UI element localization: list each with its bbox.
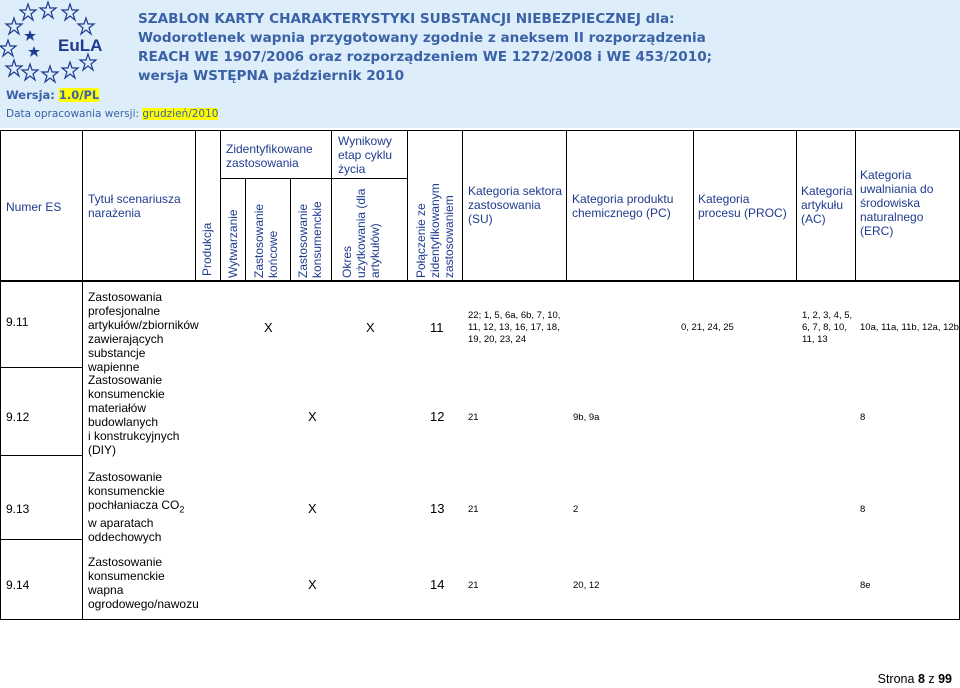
row-9-13-tytul [88, 470, 194, 544]
exposure-scenario-table [0, 130, 960, 620]
logo-text: EuLA [58, 36, 103, 55]
title-line-2: Wodorotlenek wapnia przygotowany zgodnie z aneksem II rozporządzenia [138, 30, 706, 46]
header-group-zidentyfikowane: Zidentyfikowane zastosowania [226, 142, 313, 170]
tytul-line: ogrodowego/nawozu [88, 597, 199, 611]
su-line: 22; 1, 5, 6a, 6b, 7, 10, [468, 310, 561, 321]
row-9-12-pc: 9b, 9a [573, 412, 600, 423]
star-icon [40, 2, 56, 18]
star-icon [6, 60, 22, 76]
star-icon [20, 4, 36, 20]
header-su: Kategoria sektora zastosowania (SU) [468, 184, 563, 226]
title-line-1: SZABLON KARTY CHARAKTERYSTYKI SUBSTANCJI NIEBEZPIECZNEJ dla: [138, 11, 675, 27]
row-9-13-polaczenie: 13 [430, 501, 445, 516]
row-9-11-proc [802, 310, 862, 346]
star-icon [24, 30, 36, 41]
star-icon [6, 18, 22, 34]
row-9-14-su: 21 [468, 580, 479, 591]
row-9-14-numer: 9.14 [6, 578, 30, 592]
row-9-12-polaczenie: 12 [430, 409, 445, 424]
footer-strona: Strona [877, 672, 918, 686]
tytul-line: profesjonalne [88, 304, 161, 318]
row-9-11-pc: 0, 21, 24, 25 [681, 322, 734, 333]
tytul-line: (DIY) [88, 443, 116, 457]
tytul-line: konsumenckie [88, 569, 165, 583]
row-9-13-zast-konsum-x: X [308, 501, 317, 516]
row-9-12-numer: 9.12 [6, 410, 30, 424]
tytul-line: pochłaniacza CO [88, 498, 180, 512]
star-icon [78, 18, 94, 34]
version-value: 1.0/PL [58, 88, 100, 102]
tytul-line: Zastosowanie [88, 470, 163, 484]
page-footer [878, 672, 952, 686]
version-info [6, 88, 99, 102]
footer-page: 8 [917, 672, 925, 686]
tytul-line: artykułów/zbiorników [88, 318, 199, 332]
row-9-12-zast-konsum-x: X [308, 409, 317, 424]
tytul-line: wapna [88, 583, 124, 597]
tytul-line: Zastosowanie [88, 373, 163, 387]
tytul-line: Zastosowanie [88, 555, 163, 569]
tytul-line: konsumenckie [88, 484, 165, 498]
tytul-line: zawierających [88, 332, 164, 346]
tytul-line: budowlanych [88, 415, 159, 429]
header-proc: Kategoria procesu (PROC) [698, 192, 787, 220]
header-wytwarzanie: Wytwarzanie [226, 209, 240, 278]
star-icon [62, 4, 78, 20]
header-zastosowanie-koncowe: Zastosowanie końcowe [252, 203, 280, 278]
star-icon [28, 46, 40, 57]
header-numer-es: Numer ES [6, 200, 62, 214]
su-line: 19, 20, 23, 24 [468, 334, 527, 345]
tytul-line: materiałów [88, 401, 147, 415]
header-erc: Kategoria uwalniania do środowiska naturalnego (ERC) [860, 168, 934, 238]
row-9-13-su: 21 [468, 504, 479, 515]
header-tytul: Tytuł scenariusza narażenia [88, 192, 181, 220]
row-9-11-su [468, 310, 568, 346]
proc-line: 1, 2, 3, 4, 5, [802, 310, 853, 321]
tytul-line: i konstrukcyjnych [88, 429, 180, 443]
star-icon [62, 62, 78, 78]
header-polaczenie: Połączenie ze zidentyfikowanym zastosowaniem [414, 183, 456, 278]
proc-line: 11, 13 [802, 334, 828, 345]
footer-z: z [924, 672, 939, 686]
subscript-2: 2 [179, 504, 185, 515]
header-pc: Kategoria produktu chemicznego (PC) [572, 192, 674, 220]
header-ac: Kategoria artykułu (AC) [801, 184, 853, 226]
date-info [6, 108, 218, 120]
row-9-11-polaczenie: 11 [430, 320, 444, 335]
row-9-13-pc: 2 [573, 504, 579, 515]
star-icon [0, 40, 16, 56]
row-9-13-erc: 8 [860, 504, 866, 515]
header-okres-uzytkowania: Okres użytkowania (dla artykułów) [340, 188, 382, 278]
row-9-11-wytwarzanie-x: X [264, 320, 273, 335]
row-9-14-erc: 8e [860, 580, 871, 591]
row-9-11-numer: 9.11 [6, 315, 29, 329]
version-label: Wersja: [6, 88, 59, 102]
row-9-13-numer: 9.13 [6, 502, 30, 516]
row-9-14-polaczenie: 14 [430, 577, 445, 592]
proc-line: 6, 7, 8, 10, [802, 322, 847, 333]
header-produkcja: Produkcja [200, 222, 214, 276]
footer-total: 99 [938, 672, 952, 686]
row-9-14-pc: 20, 12 [573, 580, 600, 591]
row-9-12-tytul [88, 373, 194, 457]
star-icon [22, 64, 38, 80]
row-9-11-tytul [88, 290, 199, 374]
header-zastosowanie-konsumenckie: Zastosowanie konsumenckie [296, 201, 324, 278]
tytul-line: w aparatach [88, 516, 154, 531]
row-9-12-erc: 8 [860, 412, 866, 423]
title-line-3: REACH WE 1907/2006 oraz rozporządzeniem WE 1272/2008 i WE 453/2010; [138, 49, 713, 65]
tytul-line: oddechowych [88, 530, 162, 545]
document-title [138, 10, 938, 86]
row-9-11-okres-x: X [366, 320, 375, 335]
su-line: 11, 12, 13, 16, 17, 18, [468, 322, 560, 333]
star-icon [80, 54, 96, 70]
row-9-14-zast-konsum-x: X [308, 577, 317, 592]
date-label: Data opracowania wersji: [6, 108, 143, 120]
tytul-line: Zastosowania [88, 290, 163, 304]
row-9-12-su: 21 [468, 412, 479, 423]
star-icon [42, 66, 58, 82]
header-group-wynikowy: Wynikowy etap cyklu życia [338, 134, 393, 176]
tytul-line: konsumenckie [88, 387, 165, 401]
date-value: grudzień/2010 [142, 108, 219, 120]
row-9-11-ac: 10a, 11a, 11b, 12a, 12b [860, 322, 959, 333]
title-line-4: wersja WSTĘPNA październik 2010 [138, 68, 405, 84]
row-9-14-tytul [88, 555, 199, 611]
tytul-line: substancje wapienne [88, 346, 146, 374]
